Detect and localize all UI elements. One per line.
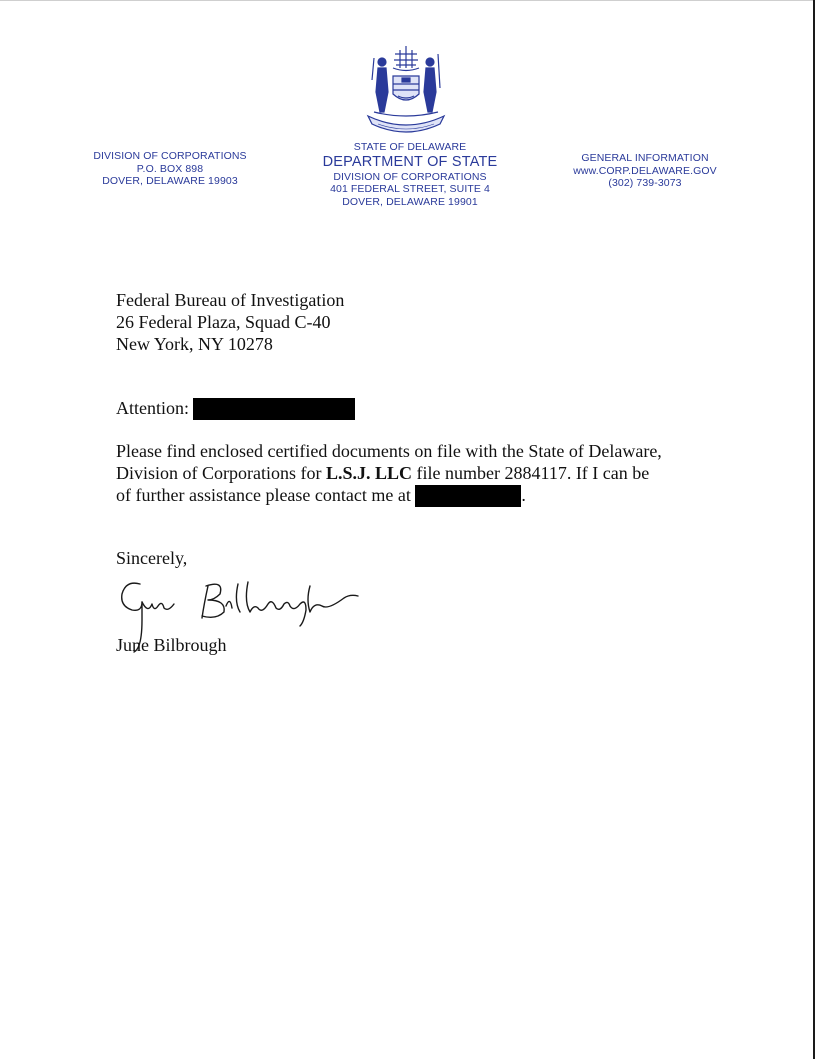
- recipient-line: New York, NY 10278: [116, 334, 273, 354]
- letterhead-line: DOVER, DELAWARE 19901: [342, 195, 478, 208]
- body-line: [116, 462, 662, 484]
- letterhead-line: GENERAL INFORMATION: [581, 152, 709, 164]
- delaware-state-seal-icon: [360, 40, 452, 136]
- redaction-box: [193, 398, 355, 420]
- signer-name: June Bilbrough: [116, 635, 227, 655]
- recipient-line: 26 Federal Plaza, Squad C-40: [116, 312, 331, 332]
- letterhead-general-info: [555, 152, 735, 190]
- company-name: L.S.J. LLC: [325, 463, 413, 483]
- letterhead-line: DOVER, DELAWARE 19903: [102, 175, 238, 187]
- body-paragraph: [116, 440, 662, 508]
- attention-line: [116, 397, 355, 421]
- letterhead-phone: (302) 739-3073: [608, 177, 682, 189]
- letterhead-department: [300, 141, 520, 208]
- recipient-line: Federal Bureau of Investigation: [116, 290, 345, 310]
- letterhead-website: www.CORP.DELAWARE.GOV: [573, 164, 717, 177]
- letterhead-line: DIVISION OF CORPORATIONS: [333, 170, 487, 183]
- recipient-address: [116, 289, 344, 355]
- letterhead-line: 401 FEDERAL STREET, SUITE 4: [330, 183, 490, 195]
- page-edge: [0, 0, 815, 1]
- letterhead-line: DIVISION OF CORPORATIONS: [93, 150, 247, 162]
- letterhead-line: P.O. BOX 898: [136, 162, 204, 175]
- body-text: file number 2884117. If I can be: [412, 463, 650, 483]
- redaction-box: [415, 485, 521, 507]
- body-text: Division of Corporations for: [116, 463, 326, 483]
- closing: Sincerely,: [116, 548, 188, 568]
- body-text: of further assistance please contact me at: [116, 485, 416, 505]
- letterhead-mailing-address: [80, 150, 260, 188]
- letterhead-department-title: DEPARTMENT OF STATE: [322, 153, 498, 170]
- body-text: .: [521, 485, 526, 505]
- attention-label: Attention:: [116, 398, 189, 418]
- body-line: Please find enclosed certified documents on file with the State of Delaware,: [116, 441, 662, 461]
- body-line: [116, 484, 662, 508]
- letterhead-state: STATE OF DELAWARE: [353, 141, 467, 153]
